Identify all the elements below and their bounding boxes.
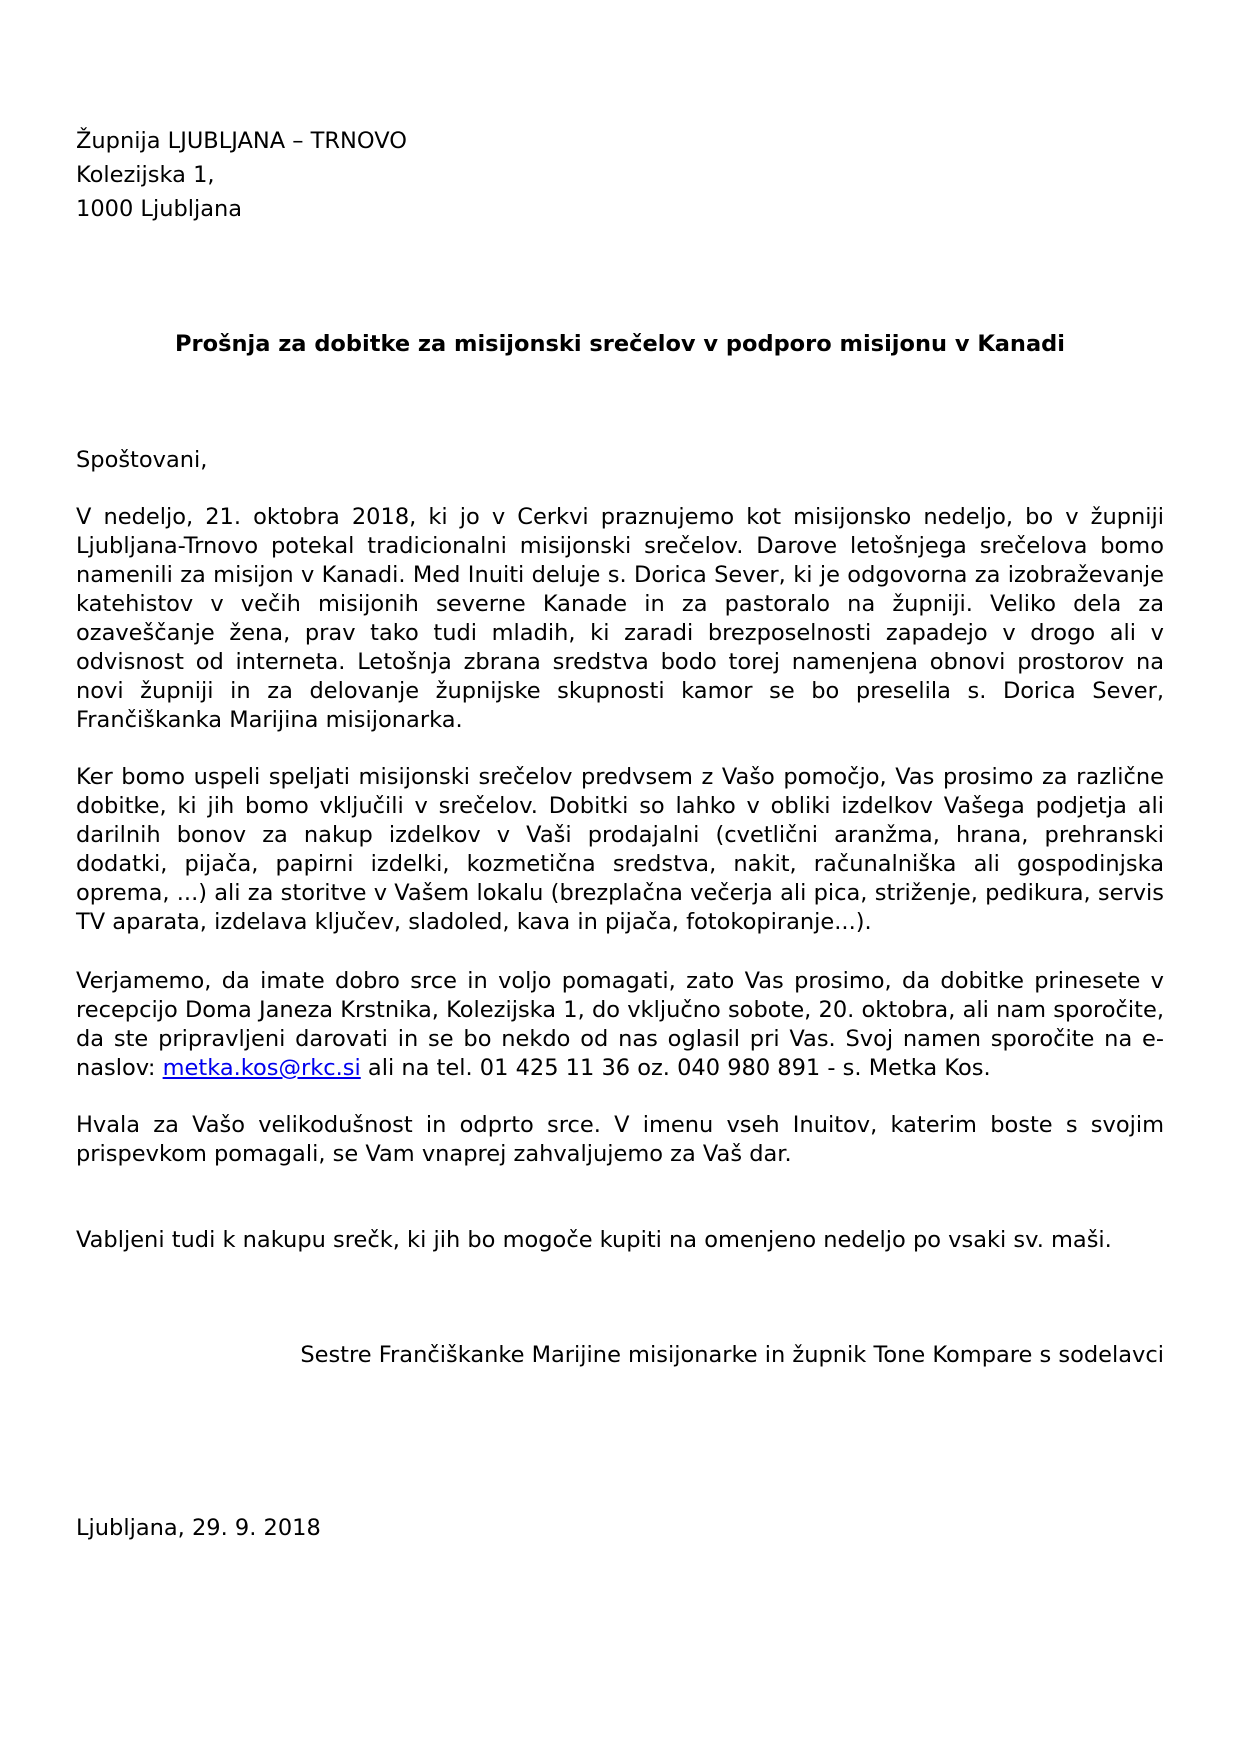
address-line-street: Kolezijska 1, <box>76 162 215 188</box>
address-line-city: 1000 Ljubljana <box>76 196 243 222</box>
paragraph-contact <box>76 967 1164 1083</box>
contact-text-after: ali na tel. 01 425 11 36 oz. 040 980 891 - s. Metka Kos. <box>360 1055 991 1081</box>
paragraph-intro: V nedeljo, 21. oktobra 2018, ki jo v Cerkvi praznujemo kot misijonsko nedeljo, bo v župniji Ljubljana-Trnovo potekal tradicionalni misijonski srečelov. Darove letošnjega srečelova bomo namenili za misijon v Kanadi. Med Inuiti deluje s. Dorica Sever, ki je odgovorna za izobraževanje katehistov v večih misijonih severne Kanade in za pastoralo na župniji. Veliko dela za ozaveščanje žena, prav tako tudi mladih, ki zaradi brezposelnosti zapadejo v drogo ali v odvisnost od interneta. Letošnja zbrana sredstva bodo torej namenjena obnovi prostorov na novi župniji in za delovanje župnijske skupnosti kamor se bo preselila s. Dorica Sever, Frančiškanka Marijina misijonarka. <box>76 504 1164 733</box>
paragraph-request: Ker bomo uspeli speljati misijonski srečelov predvsem z Vašo pomočjo, Vas prosimo za različne dobitke, ki jih bomo vključili v srečelov. Dobitki so lahko v obliki izdelkov Vašega podjetja ali darilnih bonov za nakup izdelkov v Vaši prodajalni (cvetlični aranžma, hrana, prehranski dodatki, pijača, papirni izdelki, kozmetična sredstva, nakit, računalniška ali gospodinjska oprema, ...) ali za storitve v Vašem lokalu (brezplačna večerja ali pica, striženje, pedikura, servis TV aparata, izdelava ključev, sladoled, kava in pijača, fotokopiranje...). <box>76 764 1164 935</box>
sender-address <box>76 124 676 226</box>
letter-title: Prošnja za dobitke za misijonski srečelov v podporo misijonu v Kanadi <box>175 331 1065 357</box>
place-and-date: Ljubljana, 29. 9. 2018 <box>76 1515 321 1541</box>
signature: Sestre Frančiškanke Marijine misijonarke in župnik Tone Kompare s sodelavci <box>300 1342 1164 1368</box>
contact-text-before: Verjamemo, da imate dobro srce in voljo pomagati, zato Vas prosimo, da dobitke prinesete v recepcijo Doma Janeza Krstnika, Kolezijska 1, do vključno sobote, 20. oktobra, ali nam sporočite, da ste pripravljeni darovati in se bo nekdo od nas oglasil pri Vas. Svoj namen sporočite na e-naslov: <box>76 968 1164 1081</box>
email-link[interactable]: metka.kos@rkc.si <box>162 1055 361 1081</box>
greeting: Spoštovani, <box>76 447 208 473</box>
paragraph-thanks: Hvala za Vašo velikodušnost in odprto srce. V imenu vseh Inuitov, katerim boste s svojim prispevkom pomagali, se Vam vnaprej zahvaljujemo za Vaš dar. <box>76 1112 1164 1167</box>
address-line-parish: Župnija LJUBLJANA – TRNOVO <box>76 128 407 154</box>
paragraph-invitation: Vabljeni tudi k nakupu srečk, ki jih bo mogoče kupiti na omenjeno nedeljo po vsaki sv. maši. <box>76 1227 1112 1253</box>
